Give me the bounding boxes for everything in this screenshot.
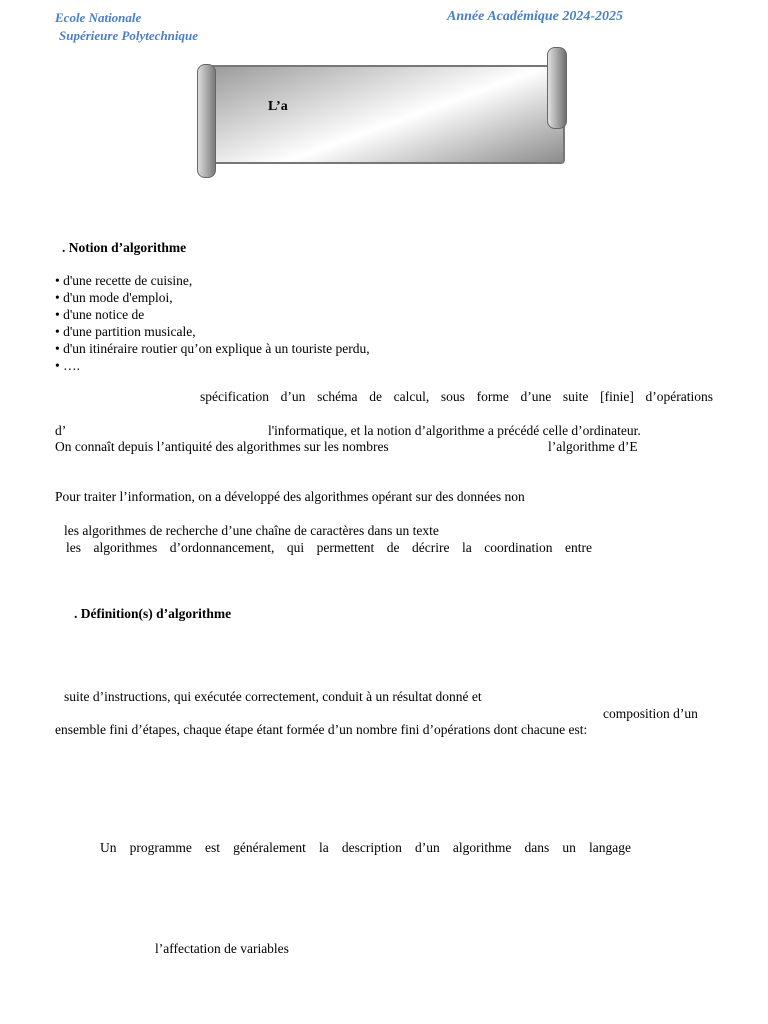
bullet-2: • d'un mode d'emploi, [55, 290, 173, 305]
bullet-4: • d'une partition musicale, [55, 324, 196, 339]
list-item: les algorithmes de recherche d’une chaîne de caractères dans un texte [64, 523, 439, 538]
paragraph-line: l’affectation de variables [155, 941, 289, 956]
bullet-3: • d'une notice de [55, 307, 145, 322]
paragraph-line: Pour traiter l’information, on a développé des algorithmes opérant sur des données non [55, 489, 525, 504]
paragraph-line: spécification d’un schéma de calcul, sous forme d’une suite [finie] d’opérations [200, 389, 713, 404]
bullet-1: • d'une recette de cuisine, [55, 273, 193, 288]
scroll-left-roll [197, 64, 216, 178]
school-name-line1: Ecole Nationale [55, 10, 142, 25]
paragraph-line-end: composition d’un [603, 706, 698, 721]
section-heading-notion: . Notion d’algorithme [62, 240, 187, 255]
section-heading-definition: . Définition(s) d’algorithme [74, 606, 232, 621]
paragraph-line: Un programme est généralement la description d’un algorithme dans un langage [100, 840, 631, 855]
academic-year: Année Académique 2024-2025 [447, 9, 624, 24]
paragraph-line-end: l’algorithme d’E [548, 439, 638, 454]
paragraph-line: suite d’instructions, qui exécutée correctement, conduit à un résultat donné et [64, 689, 482, 704]
school-name-line2: Supérieure Polytechnique [59, 28, 199, 43]
banner-title: L’a [268, 99, 288, 114]
paragraph-line-end: l'informatique, et la notion d’algorithme a précédé celle d’ordinateur. [268, 423, 641, 438]
bullet-5: • d'un itinéraire routier qu’on explique à un touriste perdu, [55, 341, 370, 356]
paragraph-line-start: d’ [55, 423, 67, 438]
bullet-6: • …. [55, 358, 80, 373]
title-scroll-banner [197, 47, 567, 179]
paragraph-line-start: On connaît depuis l’antiquité des algorithmes sur les nombres [55, 439, 389, 454]
scroll-body [205, 65, 565, 164]
paragraph-line: ensemble fini d’étapes, chaque étape étant formée d’un nombre fini d’opérations dont chacune est: [55, 722, 588, 737]
list-item: les algorithmes d’ordonnancement, qui permettent de décrire la coordination entre [66, 540, 592, 555]
scroll-right-roll [547, 47, 567, 129]
